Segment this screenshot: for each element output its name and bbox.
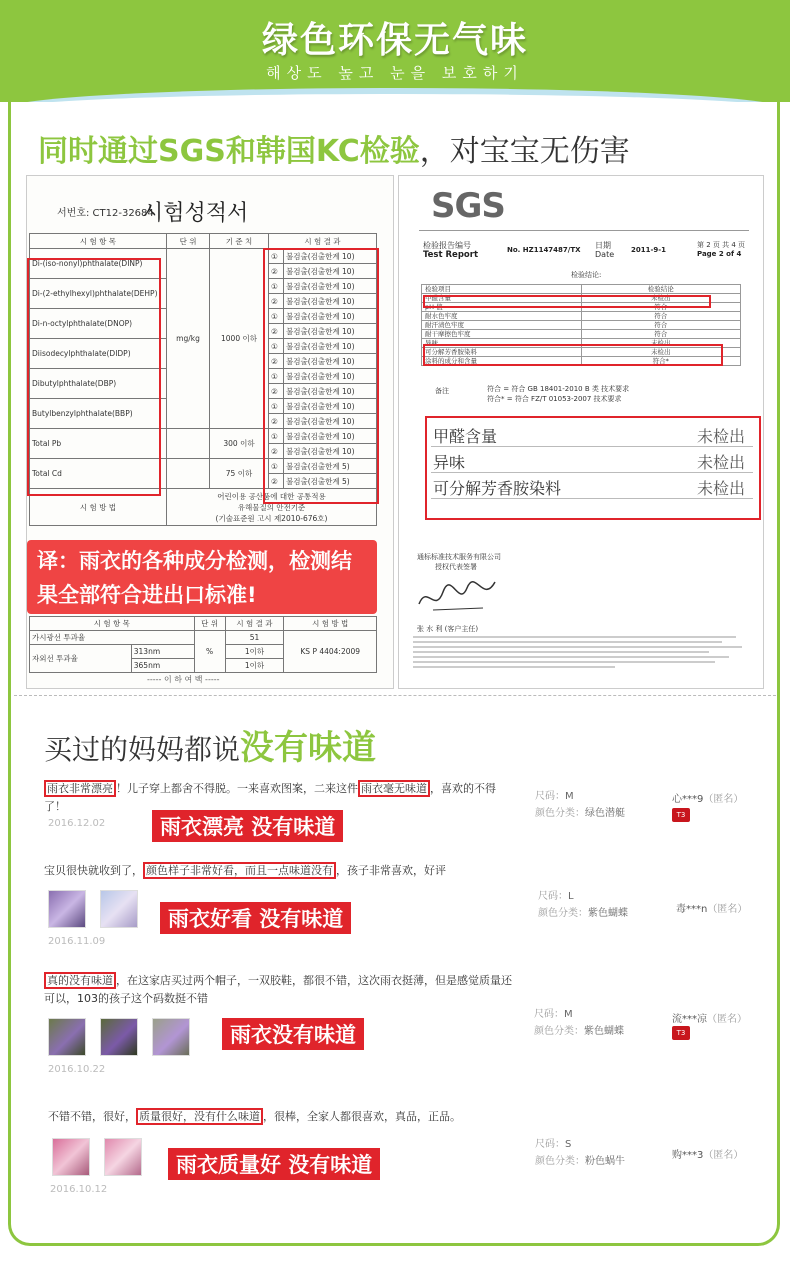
kr-unit: mg/kg bbox=[167, 249, 210, 429]
kr-method-line: 어린이용 공산품에 대한 공통적용 bbox=[217, 491, 326, 501]
review-user[interactable] bbox=[672, 1146, 743, 1161]
sgs-result: 符合 bbox=[581, 330, 741, 339]
review-highlight: 雨衣非常漂亮 bbox=[44, 780, 116, 797]
kr-n: ① bbox=[269, 339, 284, 354]
sgs-zoom-result: 未检出 bbox=[696, 479, 745, 498]
kr2-col: 시 험 방 법 bbox=[284, 617, 377, 631]
sgs-page-label: 第 2 页 共 4 页 bbox=[697, 241, 746, 249]
color-label: 颜色分类： bbox=[534, 1026, 584, 1037]
header-banner bbox=[0, 0, 790, 102]
kr-result: 불검출(검출한계 10) bbox=[284, 339, 377, 354]
kr-result: 불검출(검출한계 10) bbox=[284, 414, 377, 429]
kr-n: ② bbox=[269, 294, 284, 309]
kr-n: ① bbox=[269, 369, 284, 384]
kr-result: 불검출(검출한계 10) bbox=[284, 429, 377, 444]
kr-item: Dibutylphthalate(DBP) bbox=[30, 369, 167, 399]
kr-result: 불검출(검출한계 10) bbox=[284, 309, 377, 324]
sgs-report-label: 检验报告编号 bbox=[423, 241, 471, 250]
sgs-conclusion: 检验结论: bbox=[571, 271, 602, 279]
review-photo[interactable] bbox=[104, 1138, 142, 1176]
sgs-note2: 符合* = 符合 FZ/T 01053-2007 技术要求 bbox=[487, 395, 622, 403]
review-meta bbox=[538, 888, 628, 922]
kr-item: Butylbenzylphthalate(BBP) bbox=[30, 399, 167, 429]
sgs-formaldehyde-highlight bbox=[423, 295, 711, 308]
sgs-date-val: 2011-9-1 bbox=[631, 246, 667, 254]
review-meta bbox=[535, 1136, 625, 1170]
kr-results-highlight bbox=[263, 248, 379, 504]
review-photo[interactable] bbox=[48, 1018, 86, 1056]
kr-result: 불검출(검출한계 5) bbox=[284, 459, 377, 474]
size-value: L bbox=[568, 891, 574, 902]
kr-n: ① bbox=[269, 249, 284, 264]
kr-n: ① bbox=[269, 429, 284, 444]
sgs-item: 耐汗渍色牢度 bbox=[422, 321, 582, 330]
kr-item: Di-(iso-nonyl)phthalate(DINP) bbox=[30, 249, 167, 279]
level-badge-icon: T3 bbox=[672, 1026, 690, 1040]
sgs-fineprint bbox=[413, 636, 749, 676]
color-label: 颜色分类： bbox=[538, 908, 588, 919]
section1-title bbox=[38, 126, 630, 170]
color-value: 粉色蜗牛 bbox=[585, 1156, 625, 1167]
kr-item: Total Pb bbox=[30, 429, 167, 459]
review-text-part: ，孩子非常喜欢，好评 bbox=[336, 864, 446, 877]
sgs-page-en: Page 2 of 4 bbox=[697, 250, 742, 258]
review-date: 2016.12.02 bbox=[48, 818, 106, 829]
kr-std-cd: 75 이하 bbox=[210, 459, 269, 489]
sgs-company: 通标标准技术服务有限公司 bbox=[417, 553, 501, 561]
sgs-report bbox=[398, 175, 764, 689]
sgs-item: 异味 bbox=[422, 339, 582, 348]
kr-cert-title: 시험성적서 bbox=[142, 201, 249, 226]
kr-result: 불검출(검출한계 5) bbox=[284, 474, 377, 489]
kr-n: ① bbox=[269, 459, 284, 474]
kr-n: ② bbox=[269, 324, 284, 339]
kr-method-label: 시 험 방 법 bbox=[30, 489, 167, 526]
kr-result: 불검출(검출한계 10) bbox=[284, 294, 377, 309]
sgs-report-label-en: Test Report bbox=[423, 250, 479, 260]
kr-col-unit: 단 위 bbox=[167, 234, 210, 249]
anon-label: （匿名） bbox=[707, 904, 748, 915]
sgs-zoom-result: 未检出 bbox=[696, 427, 745, 446]
review-date: 2016.10.22 bbox=[48, 1064, 106, 1075]
kr-n: ② bbox=[269, 264, 284, 279]
color-label: 颜色分类： bbox=[535, 1156, 585, 1167]
sgs-item: 可分解芳香胺染料 bbox=[422, 348, 582, 357]
sgs-note1: 符合 = 符合 GB 18401-2010 B 类 技术要求 bbox=[487, 385, 630, 393]
kr-certificate bbox=[26, 175, 394, 689]
sgs-item: 耐水色牢度 bbox=[422, 312, 582, 321]
sgs-date-label: 日期 bbox=[595, 241, 611, 250]
sgs-signer: 张 水 利 (客户主任) bbox=[417, 625, 479, 633]
kr-result: 불검출(검출한계 10) bbox=[284, 279, 377, 294]
review-user[interactable] bbox=[676, 900, 747, 915]
sgs-th: 检验结论 bbox=[581, 285, 741, 294]
kr-result: 불검출(검출한계 10) bbox=[284, 399, 377, 414]
review-text-part: ，在这家店买过两个帽子，一双胶鞋，都很不错，这次雨衣挺薄，但是感觉质量还可以，103的孩子这个码数挺不错 bbox=[44, 974, 512, 1005]
color-value: 紫色蝴蝶 bbox=[588, 908, 628, 919]
section1-title-green: 同时通过SGS和韩国KC检验 bbox=[38, 134, 420, 169]
kr2-row-label: 자외선 투과율 bbox=[30, 645, 132, 673]
review-photo[interactable] bbox=[52, 1138, 90, 1176]
sgs-result: 符合 bbox=[581, 303, 741, 312]
kr-item: Total Cd bbox=[30, 459, 167, 489]
sgs-report-no: No. HZ1147487/TX bbox=[507, 246, 581, 254]
kr-translation-note: 译：雨衣的各种成分检测，检测结果全部符合进出口标准! bbox=[27, 540, 377, 614]
review-photo[interactable] bbox=[100, 1018, 138, 1056]
kr-result: 불검출(검출한계 10) bbox=[284, 264, 377, 279]
sgs-zoom-box bbox=[425, 416, 761, 520]
review-text-part: ，很棒，全家人都很喜欢，真品，正品。 bbox=[263, 1110, 461, 1123]
kr-n: ② bbox=[269, 444, 284, 459]
color-value: 绿色潜艇 bbox=[585, 808, 625, 819]
kr2-method: KS P 4404:2009 bbox=[284, 631, 377, 673]
sgs-result: 未检出 bbox=[581, 294, 741, 303]
kr2-col: 시 험 항 목 bbox=[30, 617, 195, 631]
kr-n: ② bbox=[269, 474, 284, 489]
size-label: 尺码： bbox=[535, 1139, 565, 1150]
kr-result: 불검출(검출한계 10) bbox=[284, 369, 377, 384]
review-text-part: ，喜欢的不得了！ bbox=[44, 782, 496, 813]
user-name: 流***凉 bbox=[672, 1014, 707, 1025]
review-text-part: 不错不错，很好， bbox=[48, 1110, 136, 1123]
review-user[interactable] bbox=[672, 790, 743, 805]
kr-col-std: 기 준 치 bbox=[210, 234, 269, 249]
kr2-row-label: 가시광선 투과율 bbox=[30, 631, 195, 645]
anon-label: （匿名） bbox=[707, 1014, 747, 1025]
sgs-date-en: Date bbox=[595, 250, 615, 259]
kr-result: 불검출(검출한계 10) bbox=[284, 444, 377, 459]
kr-col-result: 시 험 결 과 bbox=[269, 234, 377, 249]
sgs-zoom-item: 甲醛含量 bbox=[433, 427, 498, 446]
review-tag: 雨衣质量好 没有味道 bbox=[168, 1148, 380, 1180]
kr2-col: 단 위 bbox=[194, 617, 225, 631]
review-text bbox=[44, 972, 514, 1008]
kr-uv-table bbox=[29, 616, 377, 673]
kr-method-line: 유해물질의 안전기준 bbox=[237, 502, 306, 512]
size-value: S bbox=[565, 1139, 572, 1150]
sgs-divider bbox=[419, 230, 749, 231]
kr-cert-number: 서번호: CT12-32684 bbox=[57, 208, 154, 219]
section-divider bbox=[14, 695, 776, 696]
sgs-result: 符合* bbox=[581, 357, 741, 366]
kr-n: ② bbox=[269, 354, 284, 369]
sgs-item: 耐干摩擦色牢度 bbox=[422, 330, 582, 339]
section2-title-green: 没有味道 bbox=[240, 728, 377, 768]
size-label: 尺码： bbox=[538, 891, 568, 902]
review-text bbox=[44, 862, 514, 880]
review-meta bbox=[535, 788, 625, 822]
user-name: 购***3 bbox=[672, 1150, 704, 1161]
level-badge-icon: T3 bbox=[672, 808, 690, 822]
header-subtitle: 해상도 높고 눈을 보호하기 bbox=[266, 64, 524, 82]
sgs-zoom-row bbox=[431, 422, 753, 447]
kr-item: Di-n-octylphthalate(DNOP) bbox=[30, 309, 167, 339]
review-date: 2016.10.12 bbox=[50, 1184, 108, 1195]
kr-item: Diisodecylphthalate(DIDP) bbox=[30, 339, 167, 369]
review-text-part: 宝贝很快就收到了， bbox=[44, 864, 143, 877]
kr-result: 불검출(검출한계 10) bbox=[284, 324, 377, 339]
sgs-note-label: 备注 bbox=[435, 387, 449, 395]
kr-n: ① bbox=[269, 399, 284, 414]
kr-result: 불검출(검출한계 10) bbox=[284, 354, 377, 369]
sgs-zoom-result: 未检出 bbox=[696, 453, 745, 472]
kr-n: ② bbox=[269, 414, 284, 429]
review-highlight: 雨衣毫无味道 bbox=[358, 780, 430, 797]
kr2-col: 시 험 결 과 bbox=[225, 617, 284, 631]
kr-unit-blank bbox=[167, 429, 210, 459]
size-value: M bbox=[565, 791, 574, 802]
kr2-val: 1이하 bbox=[225, 645, 284, 659]
kr-item: Di-(2-ethylhexyl)phthalate(DEHP) bbox=[30, 279, 167, 309]
kr2-wave: 313nm bbox=[131, 645, 194, 659]
section2-title bbox=[44, 720, 376, 769]
sgs-odor-highlight bbox=[423, 344, 723, 366]
sgs-result: 未检出 bbox=[581, 348, 741, 357]
kr-unit-blank bbox=[167, 459, 210, 489]
kr-col-item: 시 험 항 목 bbox=[30, 234, 167, 249]
review-tag: 雨衣好看 没有味道 bbox=[160, 902, 351, 934]
review-text bbox=[48, 1108, 518, 1126]
header-title: 绿色环保无气味 bbox=[261, 20, 528, 61]
sgs-result: 符合 bbox=[581, 321, 741, 330]
sgs-logo: SGS bbox=[431, 186, 505, 226]
kr-n: ② bbox=[269, 384, 284, 399]
kr2-val: 51 bbox=[225, 631, 284, 645]
sgs-result: 未检出 bbox=[581, 339, 741, 348]
kr-footer: ----- 이 하 여 백 ----- bbox=[147, 675, 220, 684]
review-highlight: 质量很好，没有什么味道 bbox=[136, 1108, 263, 1125]
review-tag: 雨衣没有味道 bbox=[222, 1018, 364, 1050]
review-highlight: 真的没有味道 bbox=[44, 972, 116, 989]
section2-title-black: 买过的妈妈都说 bbox=[44, 733, 241, 766]
sgs-zoom-item: 异味 bbox=[433, 453, 466, 472]
sgs-signer-label: 授权代表签署 bbox=[435, 563, 477, 571]
kr-method-line: (기술표준원 고시 제2010-676호) bbox=[215, 513, 328, 523]
kr-result: 불검출(검출한계 10) bbox=[284, 384, 377, 399]
kr-std-pb: 300 이하 bbox=[210, 429, 269, 459]
color-label: 颜色分类： bbox=[535, 808, 585, 819]
section1-title-rest: ，对宝宝无伤害 bbox=[419, 134, 630, 169]
size-label: 尺码： bbox=[535, 791, 565, 802]
sgs-result: 符合 bbox=[581, 312, 741, 321]
sgs-item: 甲醛含量 bbox=[422, 294, 582, 303]
color-value: 紫色蝴蝶 bbox=[584, 1026, 624, 1037]
sgs-item: 涂料的成分和含量 bbox=[422, 357, 582, 366]
kr2-unit: % bbox=[194, 631, 225, 673]
size-label: 尺码： bbox=[534, 1009, 564, 1020]
anon-label: （匿名） bbox=[703, 794, 744, 805]
user-name: 心***9 bbox=[672, 794, 704, 805]
sgs-zoom-row bbox=[431, 474, 753, 499]
review-text-part: ！儿子穿上都舍不得脱。一来喜欢图案，二来这件 bbox=[116, 782, 358, 795]
kr2-val: 1이하 bbox=[225, 659, 284, 673]
sgs-zoom-row bbox=[431, 448, 753, 473]
review-photo[interactable] bbox=[152, 1018, 190, 1056]
kr-n: ① bbox=[269, 309, 284, 324]
kr-n: ① bbox=[269, 279, 284, 294]
sgs-item: pH 值 bbox=[422, 303, 582, 312]
review-meta bbox=[534, 1006, 624, 1040]
kr-result: 불검출(검출한계 10) bbox=[284, 249, 377, 264]
kr2-wave: 365nm bbox=[131, 659, 194, 673]
kr-std-phthalate: 1000 이하 bbox=[210, 249, 269, 429]
user-name: 毒***n bbox=[676, 904, 708, 915]
review-date: 2016.11.09 bbox=[48, 936, 106, 947]
review-user[interactable] bbox=[672, 1010, 747, 1025]
signature-graphic bbox=[413, 574, 503, 618]
anon-label: （匿名） bbox=[703, 1150, 744, 1161]
review-photo[interactable] bbox=[100, 890, 138, 928]
review-photo[interactable] bbox=[48, 890, 86, 928]
review-tag: 雨衣漂亮 没有味道 bbox=[152, 810, 343, 842]
size-value: M bbox=[564, 1009, 573, 1020]
kr-items-highlight bbox=[27, 258, 161, 496]
sgs-th: 检验项目 bbox=[422, 285, 582, 294]
review-highlight: 颜色样子非常好看，而且一点味道没有 bbox=[143, 862, 336, 879]
sgs-zoom-item: 可分解芳香胺染料 bbox=[433, 479, 562, 498]
